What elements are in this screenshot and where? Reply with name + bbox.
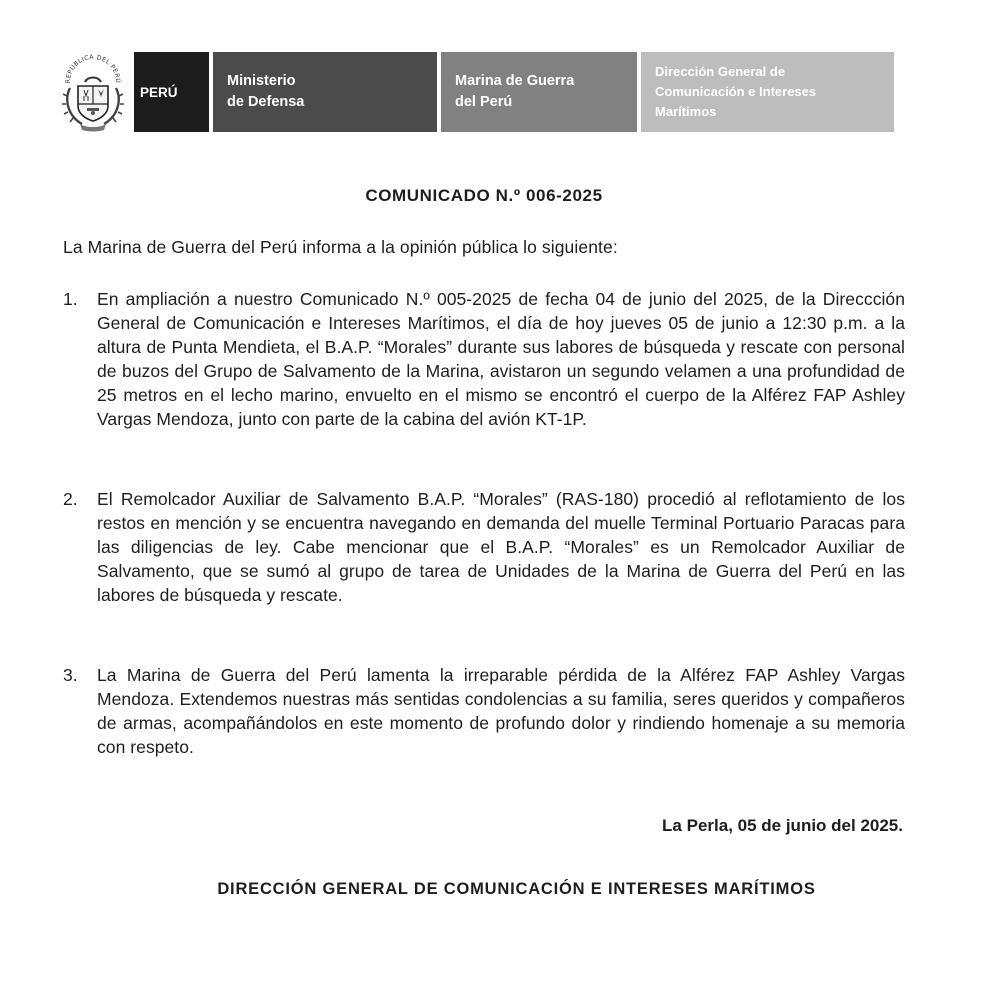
header-banner bbox=[58, 52, 894, 132]
ministry-label: Ministerio de Defensa bbox=[213, 52, 437, 132]
item-text: En ampliación a nuestro Comunicado N.º 005-2025 de fecha 04 de junio del 2025, de la Direccción General de Comunicación e Intereses Marítimos, el día de hoy jueves 05 de junio a 12:30 p.m. a la altura de Punta Mendieta, el B.A.P. “Morales” durante sus labores de búsqueda y rescate con personal de buzos del Grupo de Salvamento de la Marina, avistaron un segundo velamen a una profundidad de 25 metros en el lecho marino, envuelto en el mismo se encontró el cuerpo de la Alférez FAP Ashley Vargas Mendoza, junto con parte de la cabina del avión KT-1P. bbox=[97, 289, 905, 429]
intro-paragraph: La Marina de Guerra del Perú informa a la opinión pública lo siguiente: bbox=[63, 237, 618, 257]
crest-caption: REPÚBLICA DEL PERÚ bbox=[64, 53, 122, 84]
item-text: El Remolcador Auxiliar de Salvamento B.A.P. “Morales” (RAS-180) procedió al reflotamiento de los restos en mención y se encuentra navegando en demanda del muelle Terminal Portuario Paracas para las diligencias de ley. Cabe mencionar que el B.A.P. “Morales” es un Remolcador Auxiliar de Salvamento, que se sumó al grupo de tarea de Unidades de la Marina de Guerra del Perú en las labores de búsqueda y rescate. bbox=[97, 489, 905, 605]
list-item bbox=[63, 487, 905, 607]
coat-of-arms-icon bbox=[58, 52, 128, 132]
list-item bbox=[63, 287, 905, 431]
list-item bbox=[63, 663, 905, 759]
item-number: 2. bbox=[63, 489, 78, 509]
signature-line: DIRECCIÓN GENERAL DE COMUNICACIÓN E INTERESES MARÍTIMOS bbox=[217, 880, 816, 898]
item-number: 1. bbox=[63, 289, 78, 309]
directorate-label: Dirección General de Comunicación e Intereses Marítimos bbox=[641, 52, 894, 132]
item-text: La Marina de Guerra del Perú lamenta la irreparable pérdida de la Alférez FAP Ashley Vargas Mendoza. Extendemos nuestras más sentidas condolencias a su familia, seres queridos y compañeros de armas, acompañándolos en este momento de profundo dolor y rindiendo homenaje a su memoria con respeto. bbox=[97, 665, 905, 757]
navy-label: Marina de Guerra del Perú bbox=[441, 52, 637, 132]
document-title: COMUNICADO N.º 006-2025 bbox=[365, 186, 603, 205]
date-line: La Perla, 05 de junio del 2025. bbox=[662, 816, 903, 835]
peru-label: PERÚ bbox=[134, 52, 209, 132]
item-number: 3. bbox=[63, 665, 78, 685]
svg-text:REPÚBLICA DEL PERÚ bbox=[65, 54, 123, 84]
